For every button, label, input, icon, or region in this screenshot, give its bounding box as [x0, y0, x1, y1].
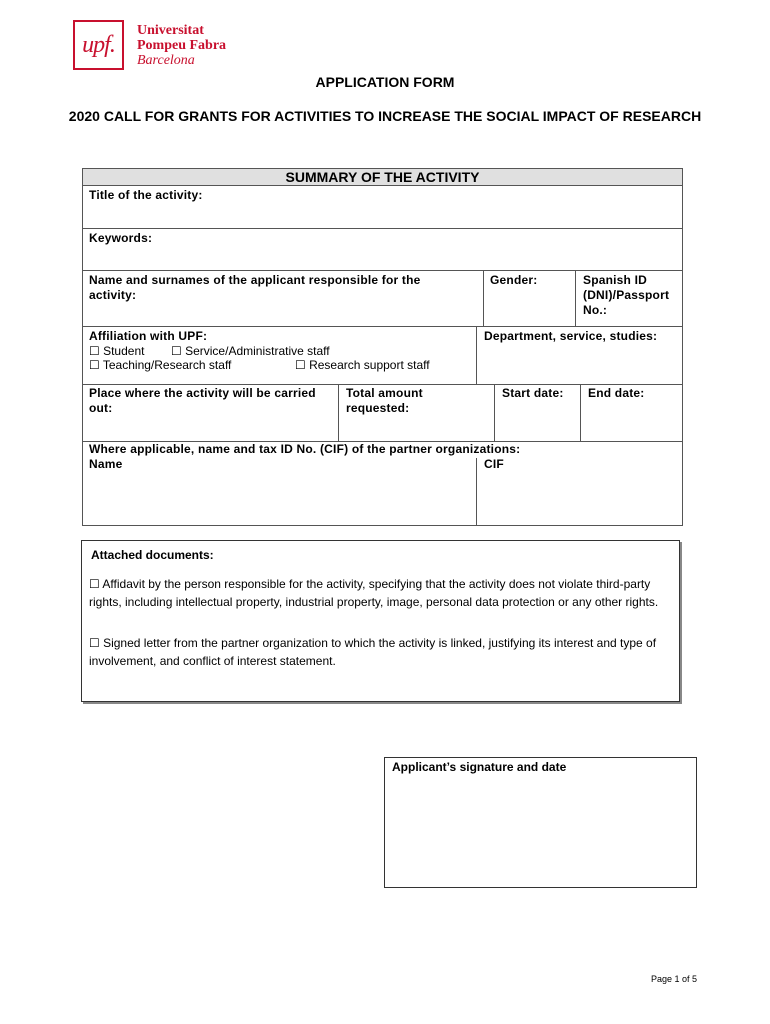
department-label: Department, service, studies: — [484, 329, 658, 343]
logo-line-1: Universitat — [137, 23, 204, 38]
logo-line-3: Barcelona — [137, 53, 195, 68]
column-divider — [494, 384, 495, 441]
logo-mark-text: upf. — [82, 31, 115, 58]
page-number: Page 1 of 5 — [651, 974, 698, 984]
summary-header: SUMMARY OF THE ACTIVITY — [82, 168, 683, 186]
column-divider — [483, 270, 484, 326]
title-of-activity-label: Title of the activity: — [89, 188, 203, 202]
partner-organizations-label: Where applicable, name and tax ID No. (CIF) of the partner organizations: — [89, 442, 521, 456]
affiliation-service-option[interactable]: ☐ Service/Administrative staff — [171, 344, 330, 358]
signature-label: Applicant’s signature and date — [392, 760, 567, 774]
column-divider — [580, 384, 581, 441]
end-date-label: End date: — [588, 386, 645, 400]
university-logo-text — [137, 23, 226, 68]
affidavit-checkbox-item[interactable]: ☐ Affidavit by the person responsible for the activity, specifying that the activity does not violate third-party rights, including intellectual property, industrial property, image, personal data protection or any other rights. — [89, 577, 659, 609]
column-divider — [338, 384, 339, 441]
start-date-label: Start date: — [502, 386, 564, 400]
total-amount-label: Total amount requested: — [346, 386, 423, 415]
row-divider — [82, 384, 683, 385]
place-label: Place where the activity will be carried out: — [89, 386, 316, 415]
form-title: APPLICATION FORM — [315, 74, 455, 90]
column-divider — [476, 458, 477, 526]
attached-documents-box — [81, 540, 680, 702]
row-divider — [82, 228, 683, 229]
row-divider — [82, 326, 683, 327]
applicant-name-label: Name and surnames of the applicant responsible for the activity: — [89, 273, 421, 302]
keywords-label: Keywords: — [89, 231, 153, 245]
partner-cif-label: CIF — [484, 457, 504, 471]
column-divider — [575, 270, 576, 326]
column-divider — [476, 326, 477, 384]
affiliation-research-support-option[interactable]: ☐ Research support staff — [295, 358, 430, 372]
signature-box[interactable] — [384, 757, 697, 888]
id-passport-label: Spanish ID (DNI)/Passport No.: — [583, 273, 670, 317]
form-subtitle: 2020 CALL FOR GRANTS FOR ACTIVITIES TO INCREASE THE SOCIAL IMPACT OF RESEARCH — [68, 108, 702, 124]
row-divider — [82, 270, 683, 271]
affiliation-teaching-option[interactable]: ☐ Teaching/Research staff — [89, 358, 232, 372]
logo-line-2: Pompeu Fabra — [137, 38, 227, 53]
partner-name-label: Name — [89, 457, 123, 471]
affiliation-student-option[interactable]: ☐ Student — [89, 344, 145, 358]
upf-logo-mark — [73, 20, 124, 70]
gender-label: Gender: — [490, 273, 538, 287]
attached-documents-title: Attached documents: — [91, 548, 214, 562]
signed-letter-checkbox-item[interactable]: ☐ Signed letter from the partner organization to which the activity is linked, justifying its interest and type of involvement, and conflict of interest statement. — [89, 636, 657, 668]
affiliation-label: Affiliation with UPF: — [89, 329, 208, 343]
